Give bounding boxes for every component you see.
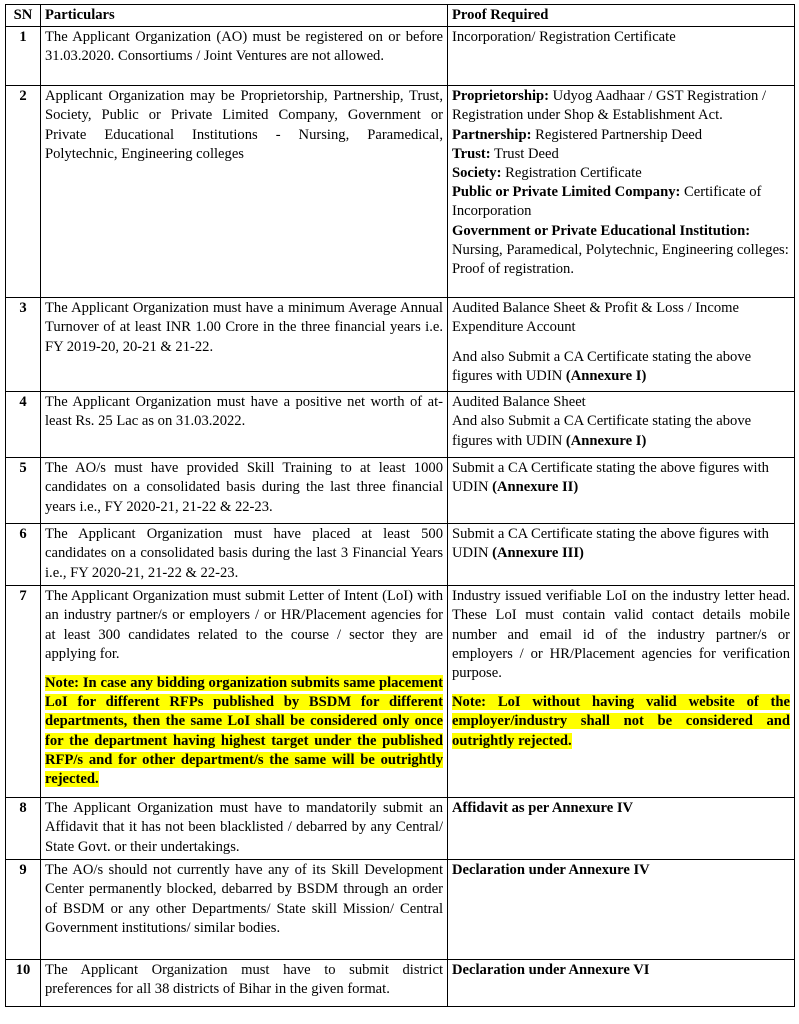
row-proof: Affidavit as per Annexure IV xyxy=(448,798,795,860)
particulars-note xyxy=(45,674,443,789)
proof-line: Audited Balance Sheet xyxy=(452,394,586,411)
row-sn: 7 xyxy=(6,586,41,798)
row-particulars: The Applicant Organization must have a minimum Average Annual Turnover of at least INR 1.00 Crore in the three financial years i.e. FY 2019-20, 20-21 & 21-22. xyxy=(41,298,448,392)
row-sn: 3 xyxy=(6,298,41,392)
proof-text: Industry issued verifiable LoI on the industry letter head. These LoI must contain valid contact details mobile number and email id of the industry partner/s or employers / or HR/Placement agencies for verification purpose. xyxy=(452,588,790,682)
row-particulars: The Applicant Organization must have placed at least 500 candidates on a consolidated basis during the last 3 Financial Years i.e., FY 2020-21, 21-22 & 22-23. xyxy=(41,524,448,586)
proof-item-text: Registration Certificate xyxy=(501,165,642,182)
row-particulars: The Applicant Organization (AO) must be registered on or before 31.03.2020. Consortiums / Joint Ventures are not allowed. xyxy=(41,27,448,86)
row-sn: 1 xyxy=(6,27,41,86)
table-row xyxy=(6,27,795,86)
proof-item xyxy=(452,145,790,164)
row-particulars: The Applicant Organization must have a positive net worth of at-least Rs. 25 Lac as on 31.03.2022. xyxy=(41,392,448,458)
proof-line xyxy=(452,348,790,386)
table-row xyxy=(6,860,795,960)
row-sn: 8 xyxy=(6,798,41,860)
row-proof: Incorporation/ Registration Certificate xyxy=(448,27,795,86)
row-particulars xyxy=(41,586,448,798)
table-row xyxy=(6,960,795,1007)
row-particulars: The AO/s should not currently have any of its Skill Development Center permanently blocked, debarred by BSDM through an order of BSDM or any other Departments/ State skill Mission/ Central Government institutions/ similar bodies. xyxy=(41,860,448,960)
eligibility-document xyxy=(5,4,794,1007)
proof-item-label: Public or Private Limited Company: xyxy=(452,184,681,201)
proof-line xyxy=(452,412,790,450)
row-sn: 4 xyxy=(6,392,41,458)
row-proof: Declaration under Annexure IV xyxy=(448,860,795,960)
row-proof xyxy=(448,458,795,524)
row-sn: 5 xyxy=(6,458,41,524)
header-sn: SN xyxy=(6,5,41,27)
table-header-row xyxy=(6,5,795,27)
proof-text: Submit a CA Certificate stating the above figures with UDIN xyxy=(452,526,769,562)
proof-item-label: Government or Private Educational Institution: xyxy=(452,222,751,239)
highlighted-note: Note: LoI without having valid website of the employer/industry shall not be considered and outrightly rejected. xyxy=(452,694,790,749)
proof-item-label: Partnership: xyxy=(452,126,532,143)
row-proof xyxy=(448,86,795,298)
row-sn: 6 xyxy=(6,524,41,586)
proof-text: And also Submit a CA Certificate stating the above figures with UDIN xyxy=(452,348,752,384)
table-row xyxy=(6,298,795,392)
table-row xyxy=(6,86,795,298)
proof-text: Submit a CA Certificate stating the above figures with UDIN xyxy=(452,460,769,496)
proof-item-text: Trust Deed xyxy=(490,145,559,162)
row-sn: 2 xyxy=(6,86,41,298)
particulars-text: The Applicant Organization must submit Letter of Intent (LoI) with an industry partner/s or employers / or HR/Placement agencies for at least 300 candidates related to the course / sector they are applying for. xyxy=(45,588,443,662)
row-proof xyxy=(448,586,795,798)
row-particulars: The AO/s must have provided Skill Training to at least 1000 candidates on a consolidated basis during the last three financial years i.e., FY 2020-21, 21-22 & 22-23. xyxy=(41,458,448,524)
proof-text: And also Submit a CA Certificate stating the above figures with UDIN xyxy=(452,413,752,449)
proof-item-label: Proprietorship: xyxy=(452,88,550,105)
proof-item-text: Nursing, Paramedical, Polytechnic, Engineering colleges: Proof of registration. xyxy=(452,241,789,278)
proof-item xyxy=(452,183,790,221)
eligibility-table xyxy=(5,4,795,1007)
row-proof xyxy=(448,524,795,586)
proof-item-label: Trust: xyxy=(452,145,491,162)
header-proof: Proof Required xyxy=(448,5,795,27)
row-particulars: Applicant Organization may be Proprietorship, Partnership, Trust, Society, Public or Private Limited Company, Government or Private Educational Institutions - Nursing, Paramedical, Polytechnic, Engineering colleges xyxy=(41,86,448,298)
row-proof xyxy=(448,298,795,392)
highlighted-note: Note: In case any bidding organization submits same placement LoI for different RFPs published by BSDM for different departments, then the same LoI shall be considered only once for the department having highest target under the published RFP/s and for other department/s the same will be outrightly rejected. xyxy=(45,675,443,788)
header-particulars: Particulars xyxy=(41,5,448,27)
proof-annexure: (Annexure III) xyxy=(492,545,584,562)
row-proof xyxy=(448,392,795,458)
proof-item-label: Society: xyxy=(452,165,502,182)
row-particulars: The Applicant Organization must have to submit district preferences for all 38 districts of Bihar in the given format. xyxy=(41,960,448,1007)
proof-item xyxy=(452,126,790,145)
table-row xyxy=(6,798,795,860)
proof-item-text: Registered Partnership Deed xyxy=(531,126,703,143)
row-proof: Declaration under Annexure VI xyxy=(448,960,795,1007)
table-row xyxy=(6,586,795,798)
proof-item-text: Certificate of Incorporation xyxy=(452,184,762,220)
table-row xyxy=(6,392,795,458)
proof-item xyxy=(452,164,790,183)
proof-line: Audited Balance Sheet & Profit & Loss / Income Expenditure Account xyxy=(452,300,739,336)
proof-note xyxy=(452,693,790,751)
proof-item xyxy=(452,222,790,280)
proof-annexure: (Annexure II) xyxy=(492,479,579,496)
proof-annexure: (Annexure I) xyxy=(565,432,647,449)
table-row xyxy=(6,458,795,524)
proof-item xyxy=(452,87,790,125)
row-sn: 10 xyxy=(6,960,41,1007)
row-particulars: The Applicant Organization must have to mandatorily submit an Affidavit that it has not been blacklisted / debarred by any Central/ State Govt. or their undertakings. xyxy=(41,798,448,860)
row-sn: 9 xyxy=(6,860,41,960)
proof-annexure: (Annexure I) xyxy=(565,367,647,384)
proof-item-text: Udyog Aadhaar / GST Registration / Registration under Shop & Establishment Act. xyxy=(452,88,767,124)
table-row xyxy=(6,524,795,586)
